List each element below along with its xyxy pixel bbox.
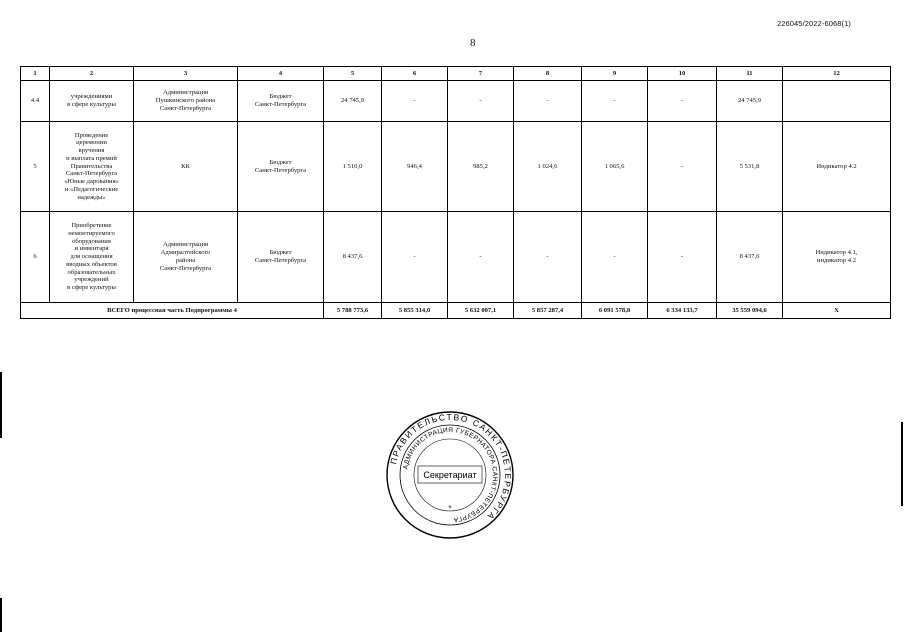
total-amount-cell: 5 788 773,6 [324,303,382,319]
column-header: 11 [717,67,783,81]
seal-outer-text: ПРАВИТЕЛЬСТВО САНКТ-ПЕТЕРБУРГА [388,411,514,523]
amount-cell: - [648,81,717,122]
column-header: 5 [324,67,382,81]
executor: Администрация Адмиралтейского района Санкт-Петербурга [134,212,238,303]
executor: КК [134,122,238,212]
amount-cell: - [582,212,648,303]
amount-cell: - [582,81,648,122]
amount-cell: 1 024,6 [514,122,582,212]
indicator-cell: Индикатор 4.1, индикатор 4.2 [783,212,891,303]
funding-source: Бюджет Санкт-Петербурга [238,212,324,303]
amount-cell: - [448,212,514,303]
total-amount-cell: 6 091 578,8 [582,303,648,319]
secretariat-seal [385,410,515,540]
funding-source: Бюджет Санкт-Петербурга [238,81,324,122]
amount-cell: - [514,212,582,303]
total-row [21,303,891,319]
total-grand-cell: 35 559 094,6 [717,303,783,319]
left-margin-mark [0,598,2,632]
amount-cell: 985,2 [448,122,514,212]
seal-inner-text: АДМИНИСТРАЦИЯ ГУБЕРНАТОРА САНКТ-ПЕТЕРБУРГА [402,426,499,523]
indicator-cell: Индикатор 4.2 [783,122,891,212]
activity-name: Приобретение немонтируемого оборудования и инвентаря для оснащения вводных объектов образовательных учреждений в сфере культуры [50,212,134,303]
activity-name: Проведение церемонии вручения и выплата премий Правительства Санкт-Петербурга «Юные дарования» и «Педагогические надежды» [50,122,134,212]
indicator-cell [783,81,891,122]
amount-cell: 24 745,9 [324,81,382,122]
amount-cell: 1 510,0 [324,122,382,212]
amount-cell: 946,4 [382,122,448,212]
column-header: 12 [783,67,891,81]
seal-center-text: Секретариат [423,470,477,480]
column-header: 2 [50,67,134,81]
amount-cell: 1 065,6 [582,122,648,212]
left-margin-mark [0,372,2,438]
right-margin-mark [901,422,903,506]
amount-total-cell: 5 531,8 [717,122,783,212]
table-row [21,81,891,122]
column-header: 10 [648,67,717,81]
table-row [21,122,891,212]
column-header: 3 [134,67,238,81]
amount-cell: 8 437,6 [324,212,382,303]
amount-cell: - [448,81,514,122]
activity-name: учреждениями в сфере культуры [50,81,134,122]
total-amount-cell: 5 632 007,1 [448,303,514,319]
amount-cell: - [382,81,448,122]
document-registration-number: 226045/2022-6068(1) [776,19,851,28]
item-number: 5 [21,122,50,212]
column-header: 7 [448,67,514,81]
table-row [21,212,891,303]
column-header: 4 [238,67,324,81]
program-activities-table [20,66,891,319]
funding-source: Бюджет Санкт-Петербурга [238,122,324,212]
total-amount-cell: 6 334 133,7 [648,303,717,319]
item-number: 6 [21,212,50,303]
column-header: 8 [514,67,582,81]
amount-cell: - [514,81,582,122]
page-number: 8 [470,37,476,49]
amount-cell: - [648,212,717,303]
seal-star-icon: * [448,504,452,512]
column-header: 6 [382,67,448,81]
column-header: 9 [582,67,648,81]
executor: Администрация Пушкинского района Санкт-Петербурга [134,81,238,122]
total-amount-cell: 5 855 314,0 [382,303,448,319]
total-indicator-cell: Х [783,303,891,319]
amount-cell: - [382,212,448,303]
column-header: 1 [21,67,50,81]
total-label: ВСЕГО процессная часть Подпрограммы 4 [21,303,324,319]
amount-total-cell: 8 437,6 [717,212,783,303]
amount-total-cell: 24 745,9 [717,81,783,122]
header-row [21,67,891,81]
total-amount-cell: 5 857 287,4 [514,303,582,319]
item-number: 4.4 [21,81,50,122]
amount-cell: - [648,122,717,212]
